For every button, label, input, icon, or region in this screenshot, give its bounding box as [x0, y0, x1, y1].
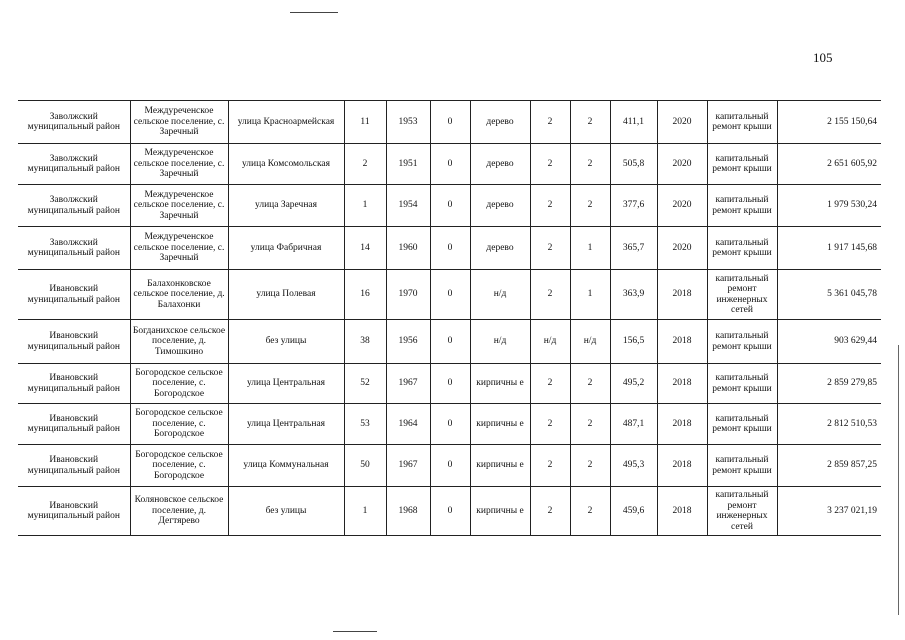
build-year-cell: 1953: [386, 101, 430, 144]
table-row: [18, 364, 881, 404]
material-cell: дерево: [470, 227, 530, 270]
area-cell: 365,7: [610, 227, 657, 270]
floors-cell: 2: [530, 487, 570, 536]
entrances-cell: 2: [570, 364, 610, 404]
material-cell: кирпичны е: [470, 445, 530, 487]
work-type-cell: капитальный ремонт крыши: [707, 404, 777, 445]
district-cell: Ивановский муниципальный район: [18, 320, 130, 364]
build-year-cell: 1968: [386, 487, 430, 536]
entrances-cell: 1: [570, 270, 610, 320]
material-cell: н/д: [470, 270, 530, 320]
area-cell: 377,6: [610, 185, 657, 227]
table-row: [18, 487, 881, 536]
district-cell: Ивановский муниципальный район: [18, 445, 130, 487]
zero-cell: 0: [430, 364, 470, 404]
street-cell: улица Центральная: [228, 364, 344, 404]
bottom-scan-mark: [333, 631, 377, 632]
plan-year-cell: 2020: [657, 227, 707, 270]
settlement-cell: Междуреченское сельское поселение, с. Заречный: [130, 101, 228, 144]
top-scan-mark: [290, 12, 338, 13]
entrances-cell: 2: [570, 101, 610, 144]
build-year-cell: 1956: [386, 320, 430, 364]
cost-cell: 3 237 021,19: [777, 487, 881, 536]
street-cell: без улицы: [228, 320, 344, 364]
cost-cell: 903 629,44: [777, 320, 881, 364]
settlement-cell: Богданихское сельское поселение, д. Тимошкино: [130, 320, 228, 364]
zero-cell: 0: [430, 404, 470, 445]
build-year-cell: 1960: [386, 227, 430, 270]
house-number-cell: 1: [344, 185, 386, 227]
settlement-cell: Междуреченское сельское поселение, с. Заречный: [130, 227, 228, 270]
material-cell: дерево: [470, 144, 530, 185]
build-year-cell: 1970: [386, 270, 430, 320]
street-cell: улица Заречная: [228, 185, 344, 227]
table-row: [18, 101, 881, 144]
house-number-cell: 16: [344, 270, 386, 320]
build-year-cell: 1954: [386, 185, 430, 227]
area-cell: 505,8: [610, 144, 657, 185]
area-cell: 411,1: [610, 101, 657, 144]
plan-year-cell: 2018: [657, 404, 707, 445]
floors-cell: 2: [530, 445, 570, 487]
house-number-cell: 2: [344, 144, 386, 185]
floors-cell: 2: [530, 270, 570, 320]
zero-cell: 0: [430, 144, 470, 185]
house-number-cell: 50: [344, 445, 386, 487]
work-type-cell: капитальный ремонт крыши: [707, 364, 777, 404]
cost-cell: 2 651 605,92: [777, 144, 881, 185]
district-cell: Ивановский муниципальный район: [18, 487, 130, 536]
scan-edge-line: [898, 345, 899, 615]
plan-year-cell: 2020: [657, 144, 707, 185]
district-cell: Заволжский муниципальный район: [18, 227, 130, 270]
area-cell: 156,5: [610, 320, 657, 364]
cost-cell: 1 917 145,68: [777, 227, 881, 270]
house-number-cell: 52: [344, 364, 386, 404]
floors-cell: н/д: [530, 320, 570, 364]
floors-cell: 2: [530, 227, 570, 270]
cost-cell: 2 812 510,53: [777, 404, 881, 445]
district-cell: Заволжский муниципальный район: [18, 185, 130, 227]
area-cell: 459,6: [610, 487, 657, 536]
settlement-cell: Междуреченское сельское поселение, с. Заречный: [130, 185, 228, 227]
entrances-cell: 2: [570, 185, 610, 227]
settlement-cell: Богородское сельское поселение, с. Богородское: [130, 445, 228, 487]
district-cell: Ивановский муниципальный район: [18, 404, 130, 445]
material-cell: кирпичны е: [470, 404, 530, 445]
work-type-cell: капитальный ремонт крыши: [707, 101, 777, 144]
area-cell: 487,1: [610, 404, 657, 445]
street-cell: без улицы: [228, 487, 344, 536]
floors-cell: 2: [530, 364, 570, 404]
street-cell: улица Полевая: [228, 270, 344, 320]
plan-year-cell: 2018: [657, 270, 707, 320]
cost-cell: 2 859 857,25: [777, 445, 881, 487]
build-year-cell: 1964: [386, 404, 430, 445]
table-row: [18, 144, 881, 185]
work-type-cell: капитальный ремонт инженерных сетей: [707, 270, 777, 320]
cost-cell: 1 979 530,24: [777, 185, 881, 227]
district-cell: Ивановский муниципальный район: [18, 364, 130, 404]
house-number-cell: 14: [344, 227, 386, 270]
cost-cell: 2 859 279,85: [777, 364, 881, 404]
house-number-cell: 11: [344, 101, 386, 144]
work-type-cell: капитальный ремонт крыши: [707, 144, 777, 185]
settlement-cell: Балахонковское сельское поселение, д. Балахонки: [130, 270, 228, 320]
settlement-cell: Богородское сельское поселение, с. Богородское: [130, 364, 228, 404]
zero-cell: 0: [430, 270, 470, 320]
house-number-cell: 53: [344, 404, 386, 445]
zero-cell: 0: [430, 445, 470, 487]
entrances-cell: 2: [570, 487, 610, 536]
street-cell: улица Комсомольская: [228, 144, 344, 185]
entrances-cell: 2: [570, 404, 610, 445]
material-cell: дерево: [470, 101, 530, 144]
area-cell: 495,3: [610, 445, 657, 487]
work-type-cell: капитальный ремонт крыши: [707, 227, 777, 270]
table-row: [18, 270, 881, 320]
floors-cell: 2: [530, 144, 570, 185]
table-row: [18, 227, 881, 270]
street-cell: улица Коммунальная: [228, 445, 344, 487]
plan-year-cell: 2020: [657, 185, 707, 227]
floors-cell: 2: [530, 101, 570, 144]
zero-cell: 0: [430, 185, 470, 227]
house-number-cell: 38: [344, 320, 386, 364]
plan-year-cell: 2018: [657, 445, 707, 487]
work-type-cell: капитальный ремонт крыши: [707, 320, 777, 364]
work-type-cell: капитальный ремонт крыши: [707, 445, 777, 487]
cost-cell: 5 361 045,78: [777, 270, 881, 320]
settlement-cell: Богородское сельское поселение, с. Богородское: [130, 404, 228, 445]
material-cell: кирпичны е: [470, 364, 530, 404]
entrances-cell: 2: [570, 445, 610, 487]
page-number: 105: [813, 50, 833, 65]
table-row: [18, 404, 881, 445]
plan-year-cell: 2020: [657, 101, 707, 144]
floors-cell: 2: [530, 185, 570, 227]
work-type-cell: капитальный ремонт крыши: [707, 185, 777, 227]
settlement-cell: Междуреченское сельское поселение, с. Заречный: [130, 144, 228, 185]
area-cell: 363,9: [610, 270, 657, 320]
material-cell: кирпичны е: [470, 487, 530, 536]
table-row: [18, 445, 881, 487]
zero-cell: 0: [430, 101, 470, 144]
district-cell: Ивановский муниципальный район: [18, 270, 130, 320]
street-cell: улица Центральная: [228, 404, 344, 445]
housing-repair-table: [18, 100, 881, 536]
plan-year-cell: 2018: [657, 487, 707, 536]
street-cell: улица Красноармейская: [228, 101, 344, 144]
build-year-cell: 1967: [386, 364, 430, 404]
table-row: [18, 320, 881, 364]
table-row: [18, 185, 881, 227]
build-year-cell: 1967: [386, 445, 430, 487]
plan-year-cell: 2018: [657, 320, 707, 364]
entrances-cell: 1: [570, 227, 610, 270]
house-number-cell: 1: [344, 487, 386, 536]
area-cell: 495,2: [610, 364, 657, 404]
cost-cell: 2 155 150,64: [777, 101, 881, 144]
zero-cell: 0: [430, 487, 470, 536]
zero-cell: 0: [430, 227, 470, 270]
material-cell: н/д: [470, 320, 530, 364]
floors-cell: 2: [530, 404, 570, 445]
street-cell: улица Фабричная: [228, 227, 344, 270]
build-year-cell: 1951: [386, 144, 430, 185]
entrances-cell: 2: [570, 144, 610, 185]
zero-cell: 0: [430, 320, 470, 364]
settlement-cell: Коляновское сельское поселение, д. Дегтярево: [130, 487, 228, 536]
entrances-cell: н/д: [570, 320, 610, 364]
material-cell: дерево: [470, 185, 530, 227]
work-type-cell: капитальный ремонт инженерных сетей: [707, 487, 777, 536]
district-cell: Заволжский муниципальный район: [18, 144, 130, 185]
plan-year-cell: 2018: [657, 364, 707, 404]
district-cell: Заволжский муниципальный район: [18, 101, 130, 144]
